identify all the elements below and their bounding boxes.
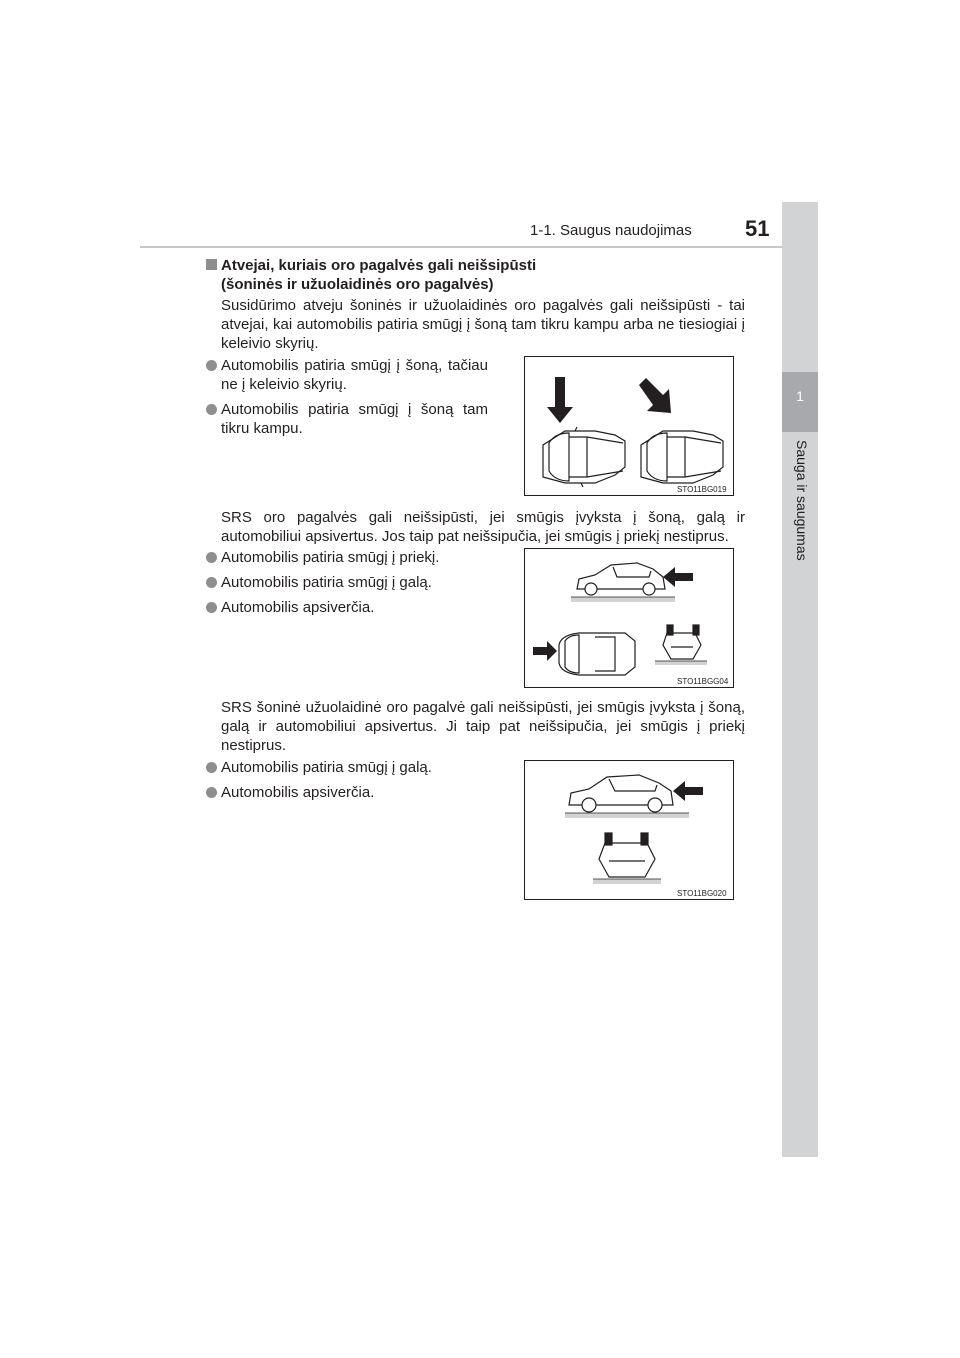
figure-side-impact bbox=[524, 356, 734, 496]
bullet-list-2 bbox=[206, 548, 488, 623]
list-item: Automobilis patiria smūgį į šoną, tačiau ne į keleivio skyrių. bbox=[206, 356, 488, 394]
chapter-label: Sauga ir saugumas bbox=[794, 440, 810, 561]
paragraph-3: SRS šoninė užuolaidinė oro pagalvė gali neišsipūsti, jei smūgis įvyksta į šoną, galą ir automobiliui apsivertus. Ji taip pat neišsipučia, jei smūgis į priekį nestiprus. bbox=[221, 699, 745, 754]
bullet-list-3 bbox=[206, 758, 488, 808]
heading-square-icon bbox=[206, 259, 217, 270]
list-item: Automobilis patiria smūgį į galą. bbox=[206, 758, 488, 777]
figure-code: STO11BGG04 bbox=[677, 677, 729, 686]
header-divider bbox=[140, 246, 818, 248]
section-heading bbox=[206, 256, 766, 294]
bullet-dot-icon bbox=[206, 577, 217, 588]
bullet-dot-icon bbox=[206, 762, 217, 773]
bullet-dot-icon bbox=[206, 360, 217, 371]
heading-line-2: (šoninės ir užuolaidinės oro pagalvės) bbox=[221, 276, 494, 293]
list-item: Automobilis apsiverčia. bbox=[206, 783, 488, 802]
page-number: 51 bbox=[745, 216, 770, 241]
bullet-dot-icon bbox=[206, 552, 217, 563]
bullet-dot-icon bbox=[206, 404, 217, 415]
list-item: Automobilis apsiverčia. bbox=[206, 598, 488, 617]
paragraph-1: Susidūrimo atveju šoninės ir užuolaidinės oro pagalvės gali neišsipūsti - tai atvejai, kai automobilis patiria smūgį į šoną tam tikru kampu arba ne tiesiogiai į keleivio skyrių. bbox=[221, 297, 745, 352]
list-item: Automobilis patiria smūgį į šoną tam tikru kampu. bbox=[206, 400, 488, 438]
figure-front-rear-rollover bbox=[524, 548, 734, 688]
figure-code: STO11BG020 bbox=[677, 889, 727, 898]
paragraph-2: SRS oro pagalvės gali neišsipūsti, jei smūgis įvyksta į šoną, galą ir automobiliui apsivertus. Jos taip pat neišsipučia, jei smūgis į priekį nestiprus. bbox=[221, 509, 745, 545]
heading-line-1: Atvejai, kuriais oro pagalvės gali neišsipūsti bbox=[221, 257, 537, 274]
bullet-dot-icon bbox=[206, 602, 217, 613]
bullet-list-1 bbox=[206, 356, 488, 444]
list-item: Automobilis patiria smūgį į galą. bbox=[206, 573, 488, 592]
figure-code: STO11BG019 bbox=[677, 485, 727, 494]
bullet-dot-icon bbox=[206, 787, 217, 798]
figure-rear-rollover bbox=[524, 760, 734, 900]
chapter-side-tab bbox=[782, 202, 818, 1157]
chapter-number: 1 bbox=[796, 388, 804, 404]
list-item: Automobilis patiria smūgį į priekį. bbox=[206, 548, 488, 567]
section-title: 1-1. Saugus naudojimas bbox=[530, 222, 692, 239]
